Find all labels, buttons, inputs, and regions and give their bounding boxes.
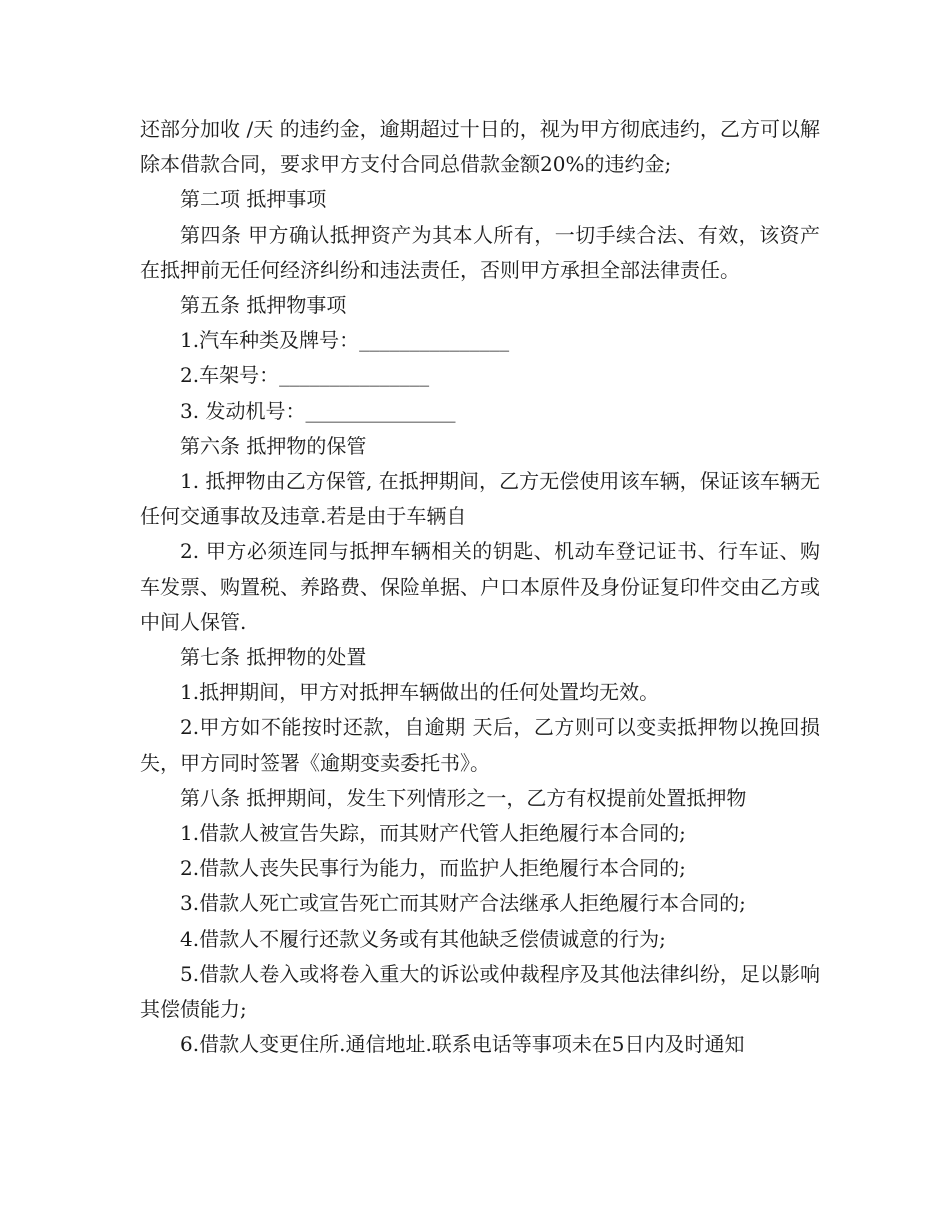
article-8-item-3: 3.借款人死亡或宣告死亡而其财产合法继承人拒绝履行本合同的; — [180, 891, 746, 916]
document-body — [140, 112, 820, 1062]
section-heading-mortgage: 第二项 抵押事项 — [180, 187, 327, 212]
article-5-heading: 第五条 抵押物事项 — [180, 293, 347, 318]
article-7-item-2: 2.甲方如不能按时还款，自逾期 天后，乙方则可以变卖抵押物以挽回损失，甲方同时签署《逾期变卖委托书》。 — [140, 715, 820, 775]
article-7-item-1: 1.抵押期间，甲方对抵押车辆做出的任何处置均无效。 — [180, 680, 660, 705]
article-6-item-2: 2. 甲方必须连同与抵押车辆相关的钥匙、机动车登记证书、行车证、购车发票、购置税、养路费、保险单据、户口本原件及身份证复印件交由乙方或中间人保管. — [140, 539, 820, 634]
article-8-item-1: 1.借款人被宣告失踪，而其财产代管人拒绝履行本合同的; — [180, 821, 686, 846]
paragraph-penalty-continuation: 还部分加收 /天 的违约金，逾期超过十日的，视为甲方彻底违约，乙方可以解除本借款合同，要求甲方支付合同总借款金额20%的违约金; — [140, 117, 820, 177]
article-4: 第四条 甲方确认抵押资产为其本人所有，一切手续合法、有效，该资产在抵押前无任何经济纠纷和违法责任，否则甲方承担全部法律责任。 — [140, 222, 820, 282]
vehicle-type-field: 1.汽车种类及牌号：_______________ — [180, 328, 510, 353]
article-8-item-5: 5.借款人卷入或将卷入重大的诉讼或仲裁程序及其他法律纠纷，足以影响其偿债能力; — [140, 961, 820, 1022]
article-6-heading: 第六条 抵押物的保管 — [180, 433, 367, 458]
article-8-item-6: 6.借款人变更住所.通信地址.联系电话等事项未在5日内及时通知 — [180, 1032, 745, 1057]
article-8-item-2: 2.借款人丧失民事行为能力，而监护人拒绝履行本合同的; — [180, 856, 686, 881]
article-8-item-4: 4.借款人不履行还款义务或有其他缺乏偿债诚意的行为; — [180, 926, 666, 951]
engine-number-field: 3. 发动机号：_______________ — [180, 398, 456, 423]
article-6-item-1: 1. 抵押物由乙方保管, 在抵押期间，乙方无偿使用该车辆，保证该车辆无任何交通事故及违章.若是由于车辆自 — [140, 469, 820, 529]
vin-field: 2.车架号：_______________ — [180, 363, 430, 388]
article-8-heading: 第八条 抵押期间，发生下列情形之一，乙方有权提前处置抵押物 — [180, 785, 747, 810]
article-7-heading: 第七条 抵押物的处置 — [180, 645, 367, 670]
